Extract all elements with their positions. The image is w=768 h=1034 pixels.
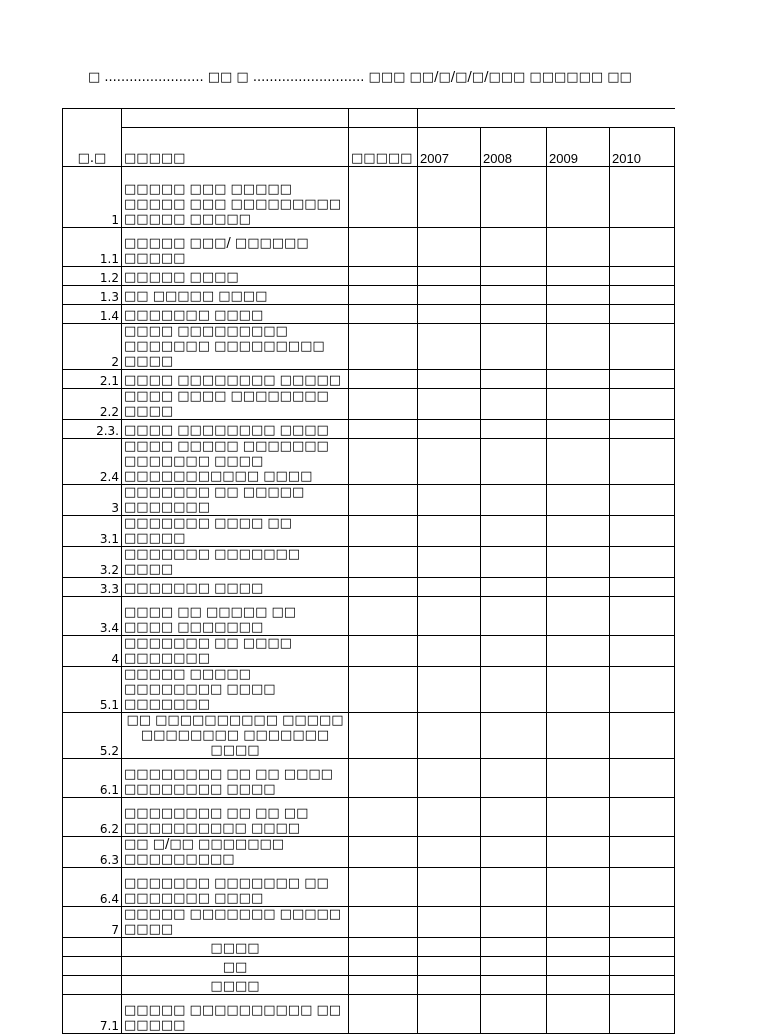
row-description: □□□□□□□□ □□ □□ □□□□ □□□□□□□□ □□□□ [122, 759, 349, 798]
year-header-2007: 2007 [418, 128, 481, 167]
unit-cell[interactable] [349, 578, 418, 597]
cell-2008[interactable] [481, 578, 547, 597]
cell-2008[interactable] [481, 167, 547, 228]
row-description: □□□□□□□ □□□□ [122, 305, 349, 324]
cell-2007[interactable] [418, 286, 481, 305]
unit-top-cell [349, 109, 418, 128]
cell-2007[interactable] [418, 976, 481, 995]
cell-2010[interactable] [610, 798, 675, 837]
cell-2010[interactable] [610, 995, 675, 1034]
cell-2009[interactable] [547, 516, 610, 547]
unit-cell[interactable] [349, 389, 418, 420]
years-group-cell [418, 109, 675, 128]
data-table [62, 108, 675, 1034]
cell-2007[interactable] [418, 228, 481, 267]
sr-header-cell [63, 109, 122, 167]
cell-2009[interactable] [547, 667, 610, 713]
cell-2009[interactable] [547, 636, 610, 667]
table-row [63, 167, 675, 228]
row-number: 2.2 [63, 389, 122, 420]
cell-2007[interactable] [418, 547, 481, 578]
desc-top-cell [122, 109, 349, 128]
table-row [63, 286, 675, 305]
unit-cell[interactable] [349, 167, 418, 228]
row-description: □□□□ □□□□□□□□ □□□□ [122, 420, 349, 439]
cell-2009[interactable] [547, 957, 610, 976]
cell-2009[interactable] [547, 837, 610, 868]
cell-2009[interactable] [547, 938, 610, 957]
cell-2010[interactable] [610, 957, 675, 976]
row-number: 2 [63, 324, 122, 370]
unit-cell[interactable] [349, 305, 418, 324]
cell-2009[interactable] [547, 439, 610, 485]
cell-2007[interactable] [418, 938, 481, 957]
unit-cell[interactable] [349, 370, 418, 389]
cell-2009[interactable] [547, 597, 610, 636]
cell-2007[interactable] [418, 167, 481, 228]
cell-2007[interactable] [418, 907, 481, 938]
cell-2010[interactable] [610, 286, 675, 305]
unit-cell[interactable] [349, 228, 418, 267]
cell-2008[interactable] [481, 485, 547, 516]
row-description: □□□□□□□ □□□□ □□ □□□□□ [122, 516, 349, 547]
cell-2010[interactable] [610, 713, 675, 759]
table-row [63, 267, 675, 286]
unit-cell[interactable] [349, 439, 418, 485]
cell-2008[interactable] [481, 370, 547, 389]
row-number: 1.2 [63, 267, 122, 286]
cell-2009[interactable] [547, 286, 610, 305]
unit-cell[interactable] [349, 868, 418, 907]
cell-2009[interactable] [547, 370, 610, 389]
unit-cell[interactable] [349, 516, 418, 547]
row-number: 2.3. [63, 420, 122, 439]
row-number: 3.3 [63, 578, 122, 597]
cell-2008[interactable] [481, 976, 547, 995]
cell-2007[interactable] [418, 305, 481, 324]
table-row [63, 976, 675, 995]
cell-2007[interactable] [418, 667, 481, 713]
table-row [63, 938, 675, 957]
row-number: 2.1 [63, 370, 122, 389]
cell-2007[interactable] [418, 636, 481, 667]
cell-2010[interactable] [610, 976, 675, 995]
table-row [63, 907, 675, 938]
row-number: 3.4 [63, 597, 122, 636]
year-header-2008: 2008 [481, 128, 547, 167]
cell-2009[interactable] [547, 305, 610, 324]
row-number [63, 976, 122, 995]
row-description: □□□□ □□□□□□□□□ □□□□□□□ □□□□□□□□□ □□□□ [122, 324, 349, 370]
year-header-2009: 2009 [547, 128, 610, 167]
cell-2010[interactable] [610, 267, 675, 286]
row-description: □□□□ □□ □□□□□ □□ □□□□ □□□□□□□ [122, 597, 349, 636]
cell-2010[interactable] [610, 597, 675, 636]
row-number: 2.4 [63, 439, 122, 485]
row-number: 3 [63, 485, 122, 516]
cell-2008[interactable] [481, 957, 547, 976]
table-row [63, 485, 675, 516]
row-description: □□□□□□□ □□□□□□□ □□□□ [122, 547, 349, 578]
row-number: 7.1 [63, 995, 122, 1034]
row-description: □□□□□ □□□/ □□□□□□ □□□□□ [122, 228, 349, 267]
cell-2009[interactable] [547, 578, 610, 597]
unit-cell[interactable] [349, 976, 418, 995]
row-number: 4 [63, 636, 122, 667]
header-line: □ ........................ □□ □ ........................... □□□ □□/□/□/□/□□□ □□□□□□ □□ [88, 70, 632, 85]
cell-2008[interactable] [481, 305, 547, 324]
cell-2008[interactable] [481, 439, 547, 485]
cell-2010[interactable] [610, 485, 675, 516]
row-number: 1 [63, 167, 122, 228]
cell-2009[interactable] [547, 228, 610, 267]
row-description: □□□□ □□□□ □□□□□□□□ □□□□ [122, 389, 349, 420]
unit-header: □□□□□ [351, 151, 413, 166]
table-row [63, 370, 675, 389]
cell-2010[interactable] [610, 439, 675, 485]
cell-2009[interactable] [547, 324, 610, 370]
table-row [63, 636, 675, 667]
cell-2008[interactable] [481, 228, 547, 267]
table-row [63, 868, 675, 907]
cell-2007[interactable] [418, 420, 481, 439]
unit-header-cell [349, 128, 418, 167]
unit-cell[interactable] [349, 938, 418, 957]
unit-cell[interactable] [349, 759, 418, 798]
unit-cell[interactable] [349, 837, 418, 868]
cell-2010[interactable] [610, 759, 675, 798]
cell-2007[interactable] [418, 578, 481, 597]
row-number: 3.1 [63, 516, 122, 547]
cell-2010[interactable] [610, 516, 675, 547]
cell-2007[interactable] [418, 389, 481, 420]
table-row [63, 547, 675, 578]
cell-2008[interactable] [481, 995, 547, 1034]
unit-cell[interactable] [349, 713, 418, 759]
cell-2010[interactable] [610, 938, 675, 957]
cell-2010[interactable] [610, 868, 675, 907]
cell-2009[interactable] [547, 389, 610, 420]
row-description: □□□□□□□ □□□□□□□ □□ □□□□□□□ □□□□ [122, 868, 349, 907]
row-description: □□□□□□□□ □□ □□ □□ □□□□□□□□□□ □□□□ [122, 798, 349, 837]
table-row [63, 228, 675, 267]
cell-2008[interactable] [481, 286, 547, 305]
cell-2010[interactable] [610, 228, 675, 267]
unit-cell[interactable] [349, 907, 418, 938]
table-header-row [63, 128, 675, 167]
cell-2007[interactable] [418, 759, 481, 798]
cell-2008[interactable] [481, 713, 547, 759]
unit-cell[interactable] [349, 957, 418, 976]
row-description: □□□□□ □□□□ [122, 267, 349, 286]
cell-2010[interactable] [610, 324, 675, 370]
table-row [63, 667, 675, 713]
table-row [63, 578, 675, 597]
row-description: □□ □□□□□ □□□□ [122, 286, 349, 305]
table-row [63, 713, 675, 759]
row-number: 5.2 [63, 713, 122, 759]
cell-2007[interactable] [418, 995, 481, 1034]
cell-2007[interactable] [418, 837, 481, 868]
row-description: □□□□ □□□□□□□□ □□□□□ [122, 370, 349, 389]
table-row [63, 439, 675, 485]
table-row [63, 305, 675, 324]
cell-2007[interactable] [418, 597, 481, 636]
unit-cell[interactable] [349, 798, 418, 837]
cell-2009[interactable] [547, 167, 610, 228]
cell-2009[interactable] [547, 267, 610, 286]
cell-2010[interactable] [610, 305, 675, 324]
cell-2008[interactable] [481, 759, 547, 798]
desc-header-cell [122, 128, 349, 167]
cell-2009[interactable] [547, 907, 610, 938]
row-number: 1.1 [63, 228, 122, 267]
table-row [63, 324, 675, 370]
cell-2008[interactable] [481, 868, 547, 907]
year-header-2010: 2010 [610, 128, 675, 167]
row-description: □□□□ □□□□□ □□□□□□□ □□□□□□□ □□□□ □□□□□□□□□□□ □□□□ [122, 439, 349, 485]
unit-cell[interactable] [349, 420, 418, 439]
cell-2007[interactable] [418, 957, 481, 976]
cell-2010[interactable] [610, 389, 675, 420]
table-row [63, 759, 675, 798]
cell-2010[interactable] [610, 167, 675, 228]
cell-2007[interactable] [418, 798, 481, 837]
cell-2008[interactable] [481, 837, 547, 868]
cell-2009[interactable] [547, 420, 610, 439]
cell-2010[interactable] [610, 667, 675, 713]
cell-2010[interactable] [610, 907, 675, 938]
cell-2007[interactable] [418, 267, 481, 286]
cell-2010[interactable] [610, 636, 675, 667]
unit-cell[interactable] [349, 485, 418, 516]
cell-2010[interactable] [610, 547, 675, 578]
table-row [63, 995, 675, 1034]
row-number: 6.3 [63, 837, 122, 868]
row-number: 5.1 [63, 667, 122, 713]
cell-2009[interactable] [547, 868, 610, 907]
cell-2007[interactable] [418, 439, 481, 485]
cell-2008[interactable] [481, 267, 547, 286]
row-number: 7 [63, 907, 122, 938]
cell-2008[interactable] [481, 597, 547, 636]
cell-2007[interactable] [418, 713, 481, 759]
cell-2008[interactable] [481, 636, 547, 667]
row-description: □□□□ [122, 976, 349, 995]
cell-2008[interactable] [481, 547, 547, 578]
row-number: 1.4 [63, 305, 122, 324]
cell-2010[interactable] [610, 420, 675, 439]
table-row [63, 420, 675, 439]
cell-2008[interactable] [481, 389, 547, 420]
row-description: □□□□□ □□□□□□□ □□□□□ □□□□ [122, 907, 349, 938]
row-number: 6.1 [63, 759, 122, 798]
row-number [63, 957, 122, 976]
row-description: □□□□□□□ □□ □□□□ □□□□□□□ [122, 636, 349, 667]
cell-2007[interactable] [418, 324, 481, 370]
unit-cell[interactable] [349, 636, 418, 667]
row-description: □□□□□ □□□□□□□□□□ □□ □□□□□ [122, 995, 349, 1034]
unit-cell[interactable] [349, 667, 418, 713]
row-description: □□ [122, 957, 349, 976]
unit-cell[interactable] [349, 324, 418, 370]
table-row [63, 957, 675, 976]
cell-2008[interactable] [481, 516, 547, 547]
cell-2009[interactable] [547, 976, 610, 995]
row-description: □□ □□□□□□□□□□ □□□□□ □□□□□□□□ □□□□□□□ □□□□ [122, 713, 349, 759]
row-number: 3.2 [63, 547, 122, 578]
cell-2008[interactable] [481, 798, 547, 837]
cell-2008[interactable] [481, 907, 547, 938]
cell-2007[interactable] [418, 485, 481, 516]
row-number [63, 938, 122, 957]
cell-2008[interactable] [481, 667, 547, 713]
row-description: □□□□□□□ □□□□ [122, 578, 349, 597]
table-row [63, 389, 675, 420]
cell-2010[interactable] [610, 837, 675, 868]
unit-cell[interactable] [349, 547, 418, 578]
cell-2010[interactable] [610, 578, 675, 597]
cell-2008[interactable] [481, 938, 547, 957]
cell-2008[interactable] [481, 420, 547, 439]
row-description: □□□□ [122, 938, 349, 957]
cell-2010[interactable] [610, 370, 675, 389]
cell-2009[interactable] [547, 798, 610, 837]
table-row [63, 798, 675, 837]
table-row [63, 597, 675, 636]
cell-2008[interactable] [481, 324, 547, 370]
cell-2007[interactable] [418, 868, 481, 907]
unit-cell[interactable] [349, 286, 418, 305]
table-row [63, 516, 675, 547]
unit-cell[interactable] [349, 267, 418, 286]
row-description: □□ □/□□ □□□□□□□ □□□□□□□□□ [122, 837, 349, 868]
row-number: 6.4 [63, 868, 122, 907]
row-number: 1.3 [63, 286, 122, 305]
desc-header: □□□□□ [124, 151, 186, 166]
row-number: 6.2 [63, 798, 122, 837]
unit-cell[interactable] [349, 597, 418, 636]
row-description: □□□□□ □□□ □□□□□ □□□□□ □□□ □□□□□□□□□ □□□□□ □□□□□ [122, 167, 349, 228]
table-row [63, 837, 675, 868]
cell-2009[interactable] [547, 759, 610, 798]
cell-2007[interactable] [418, 516, 481, 547]
cell-2009[interactable] [547, 713, 610, 759]
cell-2007[interactable] [418, 370, 481, 389]
cell-2009[interactable] [547, 547, 610, 578]
cell-2009[interactable] [547, 485, 610, 516]
row-description: □□□□□ □□□□□ □□□□□□□□ □□□□ □□□□□□□ [122, 667, 349, 713]
row-description: □□□□□□□ □□ □□□□□ □□□□□□□ [122, 485, 349, 516]
cell-2009[interactable] [547, 995, 610, 1034]
unit-cell[interactable] [349, 995, 418, 1034]
sr-header: □.□ [77, 151, 107, 166]
table-top-row [63, 109, 675, 128]
